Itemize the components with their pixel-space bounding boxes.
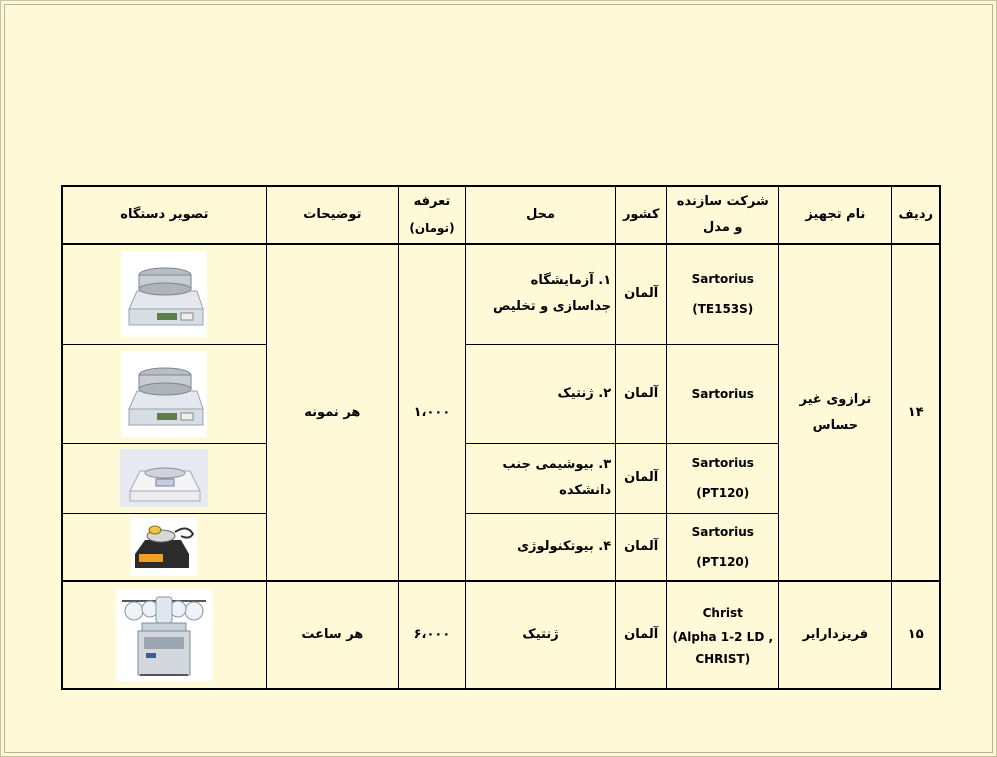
equipment-table: [61, 185, 941, 690]
manufacturer-name: Sartorius: [691, 272, 754, 287]
manufacturer-cell: [667, 244, 779, 344]
row-number-cell: ۱۵: [892, 581, 940, 689]
equipment-name-cell: فریزدارایر: [779, 581, 892, 689]
table-row: [62, 244, 940, 344]
location-cell: ۱. آزمایشگاه جداسازی و تخلیص: [466, 244, 616, 344]
table-row: [62, 581, 940, 689]
header-row-number: ردیف: [892, 186, 940, 244]
manufacturer-model: (PT120): [696, 486, 750, 500]
notes-cell: هر ساعت: [266, 581, 398, 689]
manufacturer-cell: [667, 443, 779, 513]
country-cell: آلمان: [616, 513, 667, 581]
manufacturer-name: Christ: [702, 606, 743, 620]
country-cell: آلمان: [616, 581, 667, 689]
header-price-unit: (تومان): [409, 221, 455, 235]
manufacturer-name: Sartorius: [691, 386, 754, 401]
manufacturer-model: (Alpha 1-2 LD , CHRIST): [672, 630, 774, 666]
location-cell: ۲. ژنتیک: [466, 344, 616, 443]
image-cell: [62, 513, 266, 581]
image-cell: [62, 244, 266, 344]
balance-image: [121, 351, 207, 437]
location-cell: ۳. بیوشیمی جنب دانشکده: [466, 443, 616, 513]
manufacturer-model: (TE153S): [692, 302, 754, 317]
balance-image: [120, 449, 208, 507]
header-notes: توضیحات: [266, 186, 398, 244]
country-cell: آلمان: [616, 443, 667, 513]
equipment-name-cell: ترازوی غیر حساس: [779, 244, 892, 581]
header-price-label: تعرفه: [413, 194, 451, 209]
notes-cell: هر نمونه: [266, 244, 398, 581]
manufacturer-name: Sartorius: [691, 456, 754, 470]
header-equipment-name: نام تجهیز: [779, 186, 892, 244]
price-cell: ۶،۰۰۰: [398, 581, 465, 689]
manufacturer-cell: [667, 344, 779, 443]
location-cell: ۴. بیوتکنولوژی: [466, 513, 616, 581]
row-number-cell: ۱۴: [892, 244, 940, 581]
balance-image: [121, 251, 207, 337]
image-cell: [62, 443, 266, 513]
header-country: کشور: [616, 186, 667, 244]
header-location: محل: [466, 186, 616, 244]
image-cell: [62, 581, 266, 689]
manufacturer-cell: [667, 581, 779, 689]
image-cell: [62, 344, 266, 443]
manufacturer-name: Sartorius: [691, 524, 754, 539]
manufacturer-cell: [667, 513, 779, 581]
header-manufacturer: شرکت سازنده و مدل: [667, 186, 779, 244]
manufacturer-model: (PT120): [696, 554, 750, 569]
freeze-dryer-image: [116, 589, 212, 681]
header-price: [398, 186, 465, 244]
country-cell: آلمان: [616, 244, 667, 344]
balance-image: [131, 518, 197, 576]
location-cell: ژنتیک: [466, 581, 616, 689]
country-cell: آلمان: [616, 344, 667, 443]
price-cell: ۱،۰۰۰: [398, 244, 465, 581]
header-image: تصویر دستگاه: [62, 186, 266, 244]
table-header-row: [62, 186, 940, 244]
